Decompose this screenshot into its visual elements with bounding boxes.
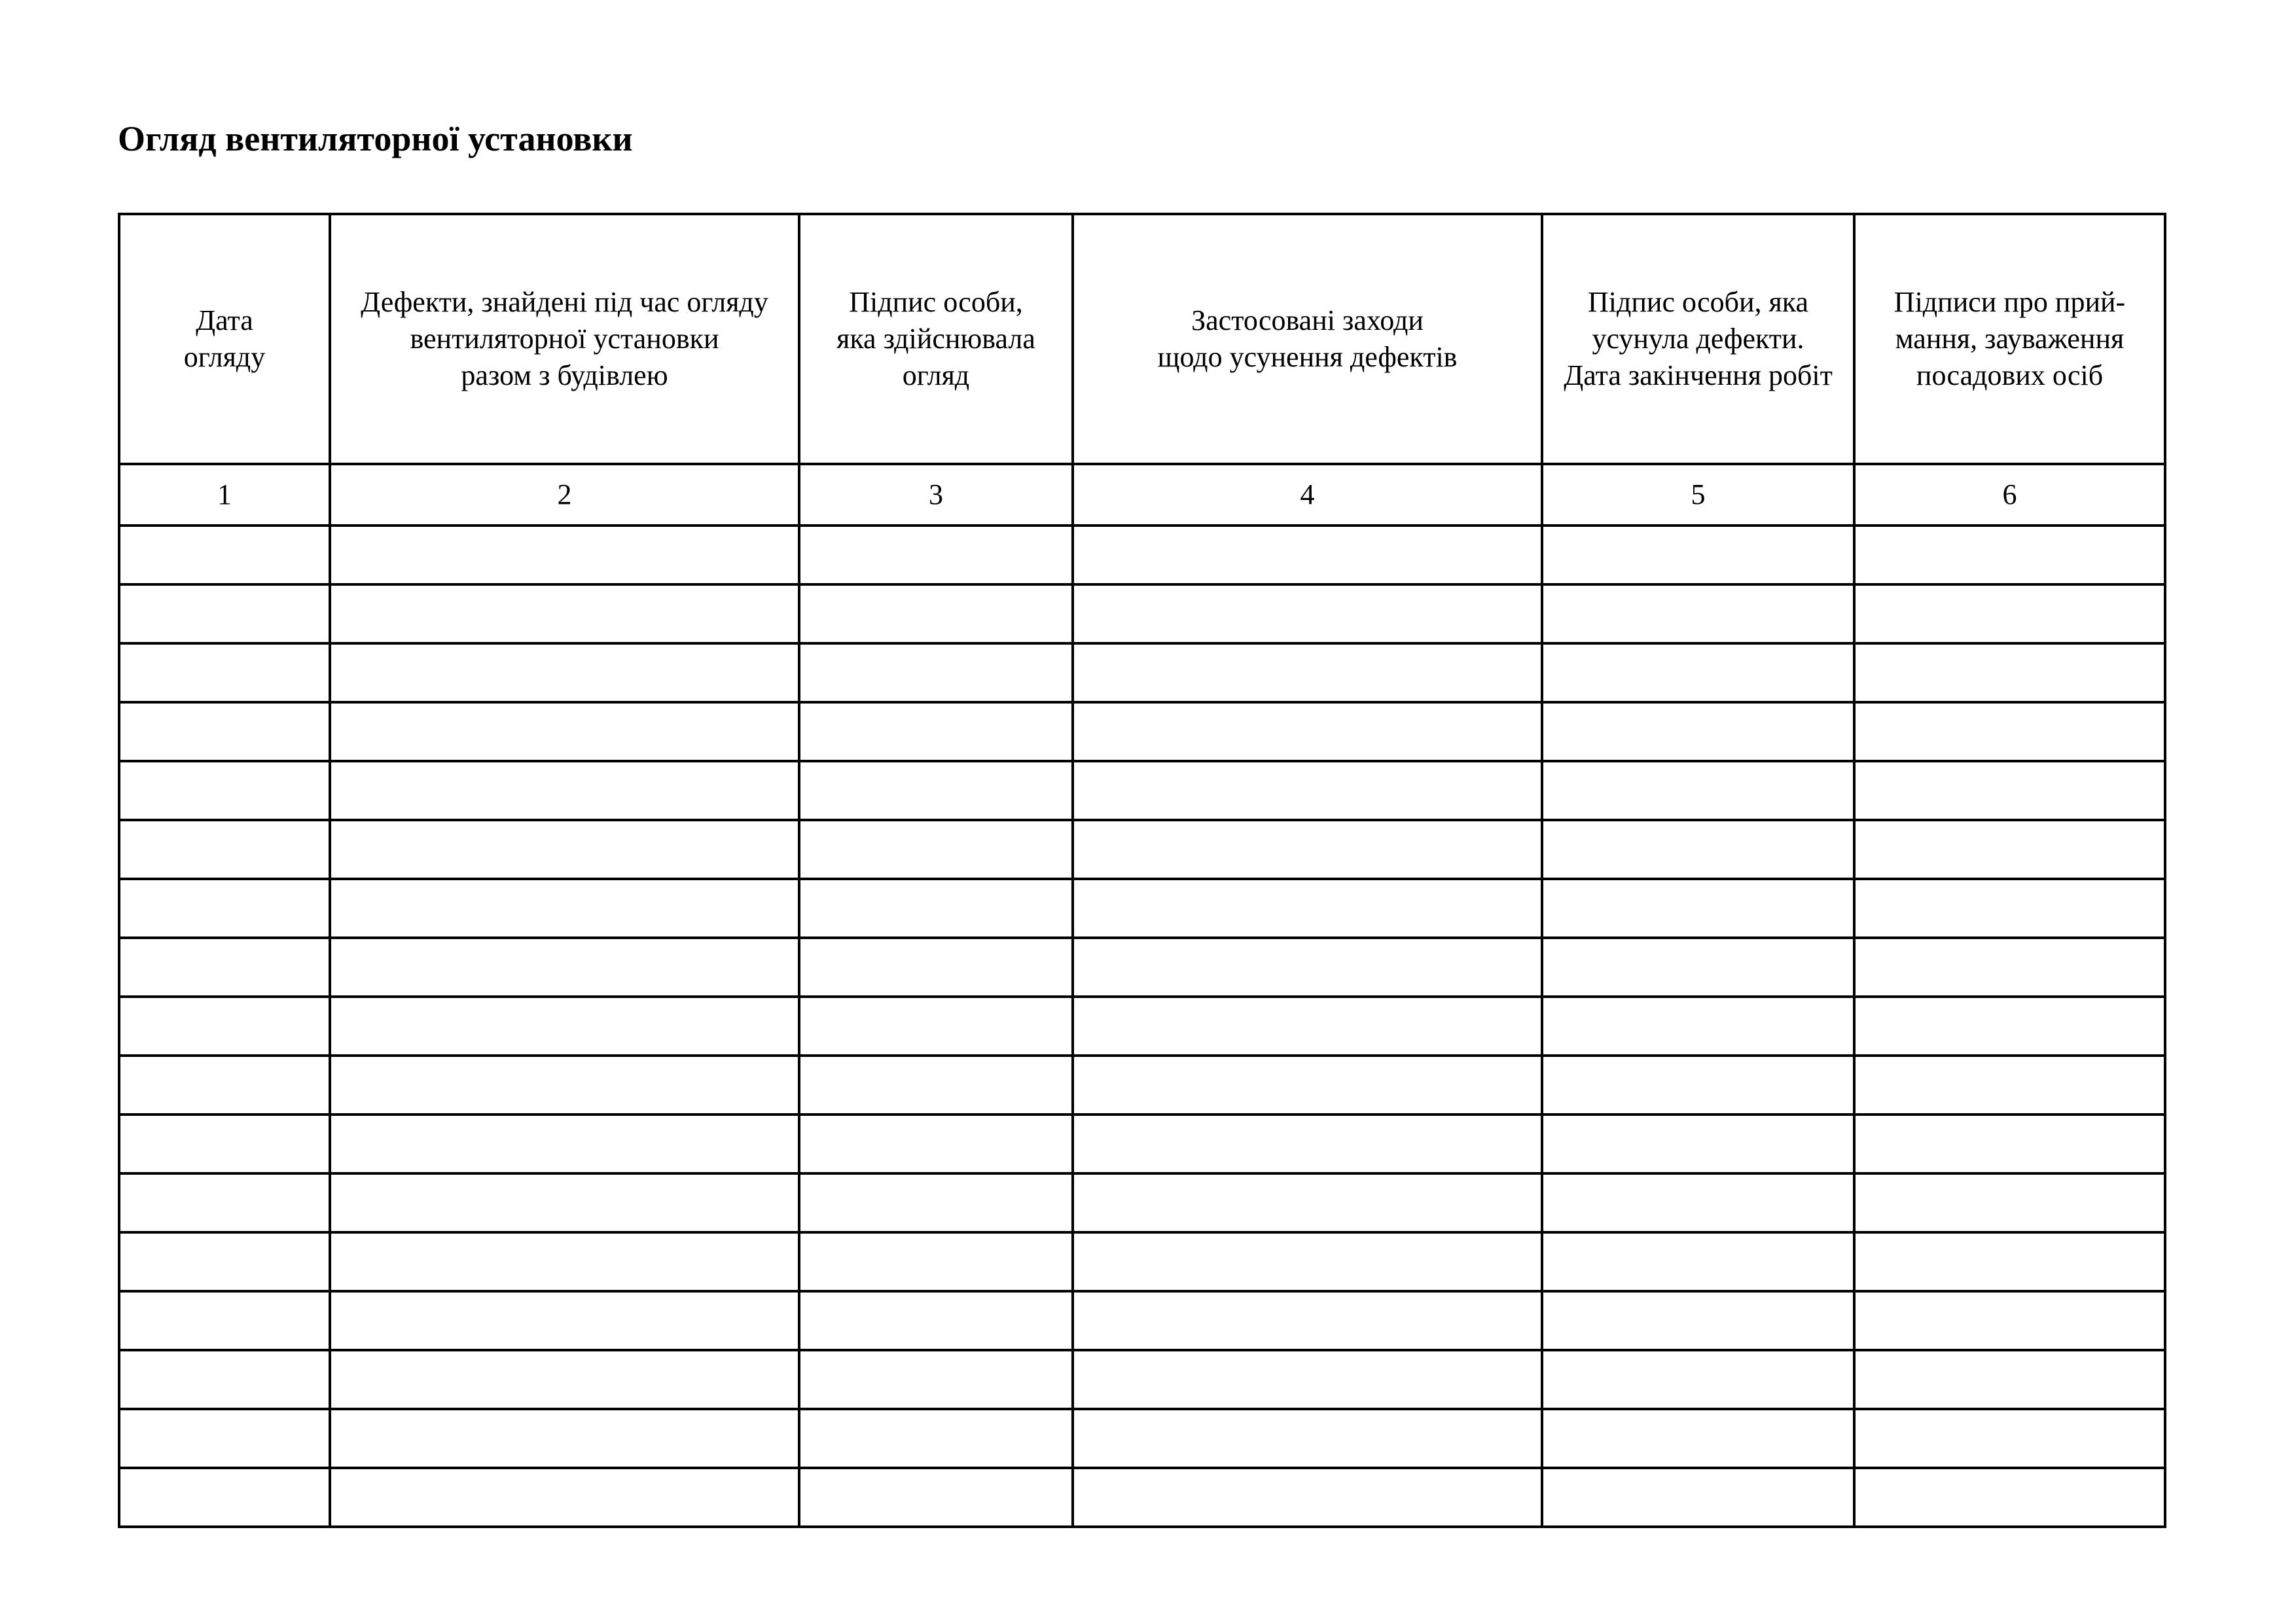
table-cell[interactable] [1542, 1173, 1854, 1232]
table-cell[interactable] [1542, 820, 1854, 879]
table-cell[interactable] [119, 1056, 330, 1115]
table-cell[interactable] [1542, 761, 1854, 820]
table-cell[interactable] [799, 761, 1073, 820]
table-cell[interactable] [330, 1350, 799, 1409]
table-cell[interactable] [1854, 761, 2165, 820]
table-cell[interactable] [799, 1291, 1073, 1350]
table-cell[interactable] [119, 584, 330, 643]
table-cell[interactable] [1542, 1115, 1854, 1173]
table-cell[interactable] [1542, 1350, 1854, 1409]
table-cell[interactable] [1073, 1115, 1542, 1173]
table-cell[interactable] [799, 1056, 1073, 1115]
table-cell[interactable] [119, 761, 330, 820]
table-cell[interactable] [799, 820, 1073, 879]
table-cell[interactable] [799, 1232, 1073, 1291]
table-cell[interactable] [1073, 1350, 1542, 1409]
table-cell[interactable] [1073, 761, 1542, 820]
table-row [119, 879, 2165, 938]
page-title: Огляд вентиляторної установки [118, 119, 633, 158]
table-cell[interactable] [119, 820, 330, 879]
table-cell[interactable] [330, 1115, 799, 1173]
table-cell[interactable] [1542, 584, 1854, 643]
table-cell[interactable] [1854, 1350, 2165, 1409]
inspection-log-table [118, 213, 2166, 1528]
table-cell[interactable] [799, 643, 1073, 702]
column-header-defects-found: Дефекти, знайдені під час огляду вентиляторної установки разом з будівлею [330, 214, 799, 464]
column-header-measures-applied: Застосовані заходи щодо усунення дефектів [1073, 214, 1542, 464]
table-cell[interactable] [799, 1468, 1073, 1527]
table-cell[interactable] [119, 1291, 330, 1350]
table-cell[interactable] [1542, 1232, 1854, 1291]
table-cell[interactable] [1854, 584, 2165, 643]
column-number: 4 [1073, 464, 1542, 526]
table-row [119, 1056, 2165, 1115]
table-cell[interactable] [799, 1115, 1073, 1173]
table-cell[interactable] [799, 1409, 1073, 1468]
table-cell[interactable] [1854, 879, 2165, 938]
column-header-repairer-signature-date: Підпис особи, яка усунула дефекти. Дата закінчення робіт [1542, 214, 1854, 464]
column-header-acceptance-signatures: Підписи про прий- мання, зауваження посадових осіб [1854, 214, 2165, 464]
table-cell[interactable] [1542, 1056, 1854, 1115]
table-cell[interactable] [119, 938, 330, 997]
table-row [119, 938, 2165, 997]
table-cell[interactable] [799, 584, 1073, 643]
table-row [119, 1291, 2165, 1350]
table-row [119, 526, 2165, 584]
table-cell[interactable] [1542, 1409, 1854, 1468]
table-row [119, 643, 2165, 702]
table-cell[interactable] [330, 1173, 799, 1232]
table-cell[interactable] [1073, 1409, 1542, 1468]
table-cell[interactable] [1073, 1291, 1542, 1350]
table-cell[interactable] [119, 1232, 330, 1291]
table-cell[interactable] [1854, 702, 2165, 761]
column-number-row [119, 464, 2165, 526]
table-cell[interactable] [1542, 997, 1854, 1056]
table-cell[interactable] [1542, 879, 1854, 938]
column-number: 6 [1854, 464, 2165, 526]
table-cell[interactable] [1542, 1291, 1854, 1350]
table-cell[interactable] [330, 761, 799, 820]
table-cell[interactable] [330, 702, 799, 761]
table-cell[interactable] [330, 1232, 799, 1291]
table-cell[interactable] [1542, 643, 1854, 702]
column-header-row [119, 214, 2165, 464]
table-cell[interactable] [799, 702, 1073, 761]
column-header-inspection-date: Дата огляду [119, 214, 330, 464]
column-number: 2 [330, 464, 799, 526]
table-cell[interactable] [1854, 1056, 2165, 1115]
table-cell[interactable] [1073, 584, 1542, 643]
table-cell[interactable] [330, 938, 799, 997]
table-cell[interactable] [330, 1409, 799, 1468]
table-cell[interactable] [330, 879, 799, 938]
table-cell[interactable] [1854, 1232, 2165, 1291]
table-row [119, 997, 2165, 1056]
table-cell[interactable] [330, 820, 799, 879]
table-cell[interactable] [1854, 1115, 2165, 1173]
table-cell[interactable] [330, 643, 799, 702]
column-header-inspector-signature: Підпис особи, яка здійснювала огляд [799, 214, 1073, 464]
table-cell[interactable] [1854, 1409, 2165, 1468]
table-cell[interactable] [330, 1291, 799, 1350]
table-row [119, 1468, 2165, 1527]
table-cell[interactable] [1854, 643, 2165, 702]
table-cell[interactable] [799, 1350, 1073, 1409]
table-row [119, 1350, 2165, 1409]
table-cell[interactable] [119, 997, 330, 1056]
table-cell[interactable] [1073, 879, 1542, 938]
table-cell[interactable] [1073, 1232, 1542, 1291]
table-row [119, 584, 2165, 643]
table-cell[interactable] [1073, 820, 1542, 879]
column-number: 1 [119, 464, 330, 526]
table-cell[interactable] [799, 526, 1073, 584]
table-cell[interactable] [1073, 1468, 1542, 1527]
table-cell[interactable] [1073, 1173, 1542, 1232]
table-cell[interactable] [119, 526, 330, 584]
table-body [119, 526, 2165, 1527]
table-cell[interactable] [330, 1056, 799, 1115]
table-cell[interactable] [1073, 997, 1542, 1056]
table-cell[interactable] [330, 526, 799, 584]
table-cell[interactable] [1073, 938, 1542, 997]
table-cell[interactable] [1073, 526, 1542, 584]
table-cell[interactable] [1854, 526, 2165, 584]
table-row [119, 761, 2165, 820]
table-cell[interactable] [799, 879, 1073, 938]
table-cell[interactable] [1542, 1468, 1854, 1527]
table-cell[interactable] [119, 1350, 330, 1409]
table-cell[interactable] [1073, 1056, 1542, 1115]
table-cell[interactable] [330, 1468, 799, 1527]
table-cell[interactable] [119, 1115, 330, 1173]
table-row [119, 820, 2165, 879]
table-cell[interactable] [1542, 526, 1854, 584]
table-row [119, 702, 2165, 761]
table-row [119, 1173, 2165, 1232]
table-cell[interactable] [119, 1409, 330, 1468]
table-cell[interactable] [1073, 702, 1542, 761]
table-cell[interactable] [1854, 1468, 2165, 1527]
table-cell[interactable] [1854, 1173, 2165, 1232]
table-cell[interactable] [1073, 643, 1542, 702]
table-cell[interactable] [119, 1173, 330, 1232]
table-cell[interactable] [1854, 820, 2165, 879]
table-cell[interactable] [330, 584, 799, 643]
table-cell[interactable] [330, 997, 799, 1056]
table-cell[interactable] [119, 1468, 330, 1527]
table-cell[interactable] [1542, 938, 1854, 997]
column-number: 5 [1542, 464, 1854, 526]
table-cell[interactable] [119, 643, 330, 702]
table-row [119, 1409, 2165, 1468]
table-cell[interactable] [799, 997, 1073, 1056]
table-cell[interactable] [799, 1173, 1073, 1232]
table-cell[interactable] [1854, 938, 2165, 997]
table-cell[interactable] [799, 938, 1073, 997]
table-row [119, 1115, 2165, 1173]
table-cell[interactable] [119, 702, 330, 761]
table-cell[interactable] [1854, 997, 2165, 1056]
table-cell[interactable] [119, 879, 330, 938]
table-cell[interactable] [1854, 1291, 2165, 1350]
table-cell[interactable] [1542, 702, 1854, 761]
column-number: 3 [799, 464, 1073, 526]
table-row [119, 1232, 2165, 1291]
